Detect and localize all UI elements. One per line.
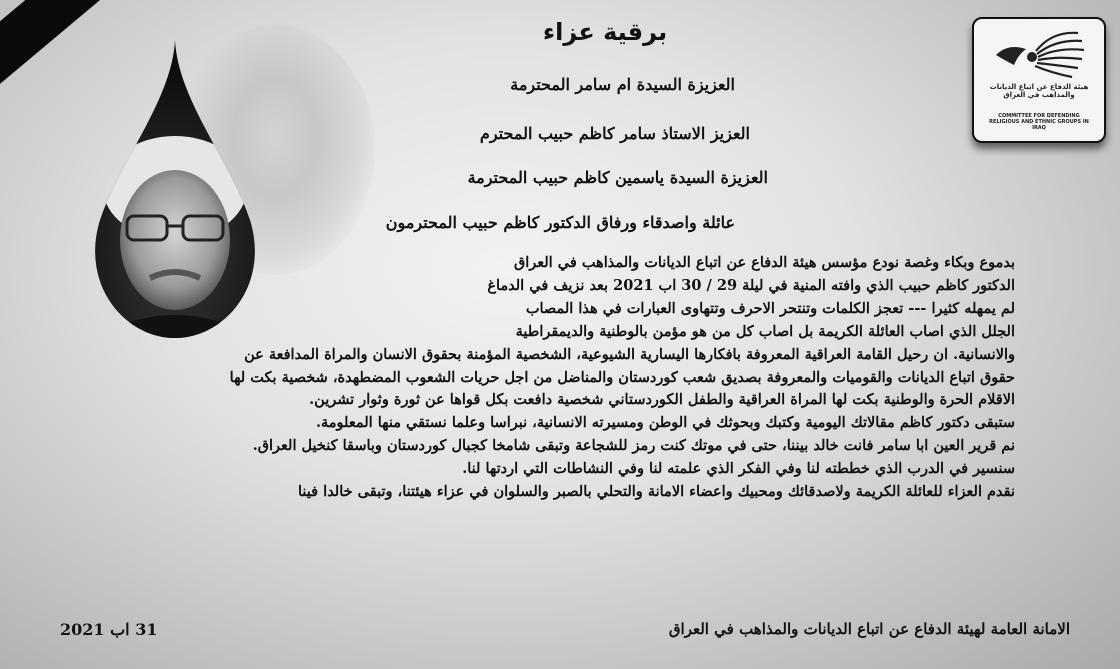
page-title: برقية عزاء bbox=[542, 18, 668, 46]
logo-arabic-text: هيئة الدفاع عن اتباع الديانات والمذاهب في العراق bbox=[989, 83, 1089, 99]
message-line: حقوق اتباع الديانات والقوميات والمعروفة بصديق شعب كوردستان والمناضل من اجل حريات الشعوب المضطهدة، شخصية بكت لها bbox=[229, 368, 1015, 386]
signature-date: 31 اب 2021 bbox=[60, 620, 158, 639]
dove-wing-icon bbox=[974, 21, 1104, 85]
addressee-line: العزيز الاستاذ سامر كاظم حبيب المحترم bbox=[479, 124, 750, 143]
message-line: الاقلام الحرة والوطنية بكت لها المراة العراقية والطفل الكوردستاني شخصية دافعت بكل قواها عن ثورة وثوار تشرين. bbox=[309, 391, 1015, 409]
message-line: الدكتور كاظم حبيب الذي وافته المنية في ليلة 29 / 30 اب 2021 بعد نزيف في الدماغ bbox=[487, 276, 1015, 294]
organization-logo bbox=[972, 17, 1106, 143]
signature-organization: الامانة العامة لهيئة الدفاع عن اتباع الديانات والمذاهب في العراق bbox=[668, 620, 1070, 638]
message-line: لم يمهله كثيرا --- تعجز الكلمات وتنتحر الاحرف وتتهاوى العبارات في هذا المصاب bbox=[525, 299, 1015, 317]
logo-english-text: COMMITTEE FOR DEFENDING RELIGIOUS AND ETHNIC GROUPS IN IRAQ bbox=[989, 113, 1089, 131]
addressee-line: عائلة واصدقاء ورفاق الدكتور كاظم حبيب المحترمون bbox=[385, 213, 735, 232]
addressee-line: العزيزة السيدة ياسمين كاظم حبيب المحترمة bbox=[467, 168, 768, 187]
message-line: ستبقى دكتور كاظم مقالاتك اليومية وكتبك وبحوثك في الوطن ومسيرته الانسانية، نبراسا وعلما نستقي منها المعلومة. bbox=[315, 414, 1015, 432]
message-line: نقدم العزاء للعائلة الكريمة ولاصدقائك ومحبيك واعضاء الامانة والتحلي بالصبر والسلوان في عزاء هيئتنا، وتبقى خالدا فينا bbox=[298, 483, 1015, 501]
message-line: سنسير في الدرب الذي خططته لنا وفي الفكر الذي علمته لنا وفي النشاطات التي اردتها لنا. bbox=[462, 460, 1015, 478]
addressee-line: العزيزة السيدة ام سامر المحترمة bbox=[510, 75, 735, 94]
message-line: والانسانية. ان رحيل القامة العراقية المعروفة بافكارها اليسارية الشيوعية، الشخصية المؤمنة بحقوق الانسان والمراة المدافعة عن bbox=[244, 345, 1015, 363]
message-line: الجلل الذي اصاب العائلة الكريمة بل اصاب كل من هو مؤمن بالوطنية والديمقراطية bbox=[515, 322, 1015, 340]
message-line: نم قرير العين ابا سامر فانت خالد بيننا، حتى في موتك كنت رمز للشجاعة وتبقى شامخا كجبال كوردستان وباسقا كنخيل العراق. bbox=[252, 437, 1015, 455]
message-body bbox=[85, 252, 1015, 504]
message-line: بدموع وبكاء وغصة نودع مؤسس هيئة الدفاع عن اتباع الديانات والمذاهب في العراق bbox=[513, 254, 1015, 271]
